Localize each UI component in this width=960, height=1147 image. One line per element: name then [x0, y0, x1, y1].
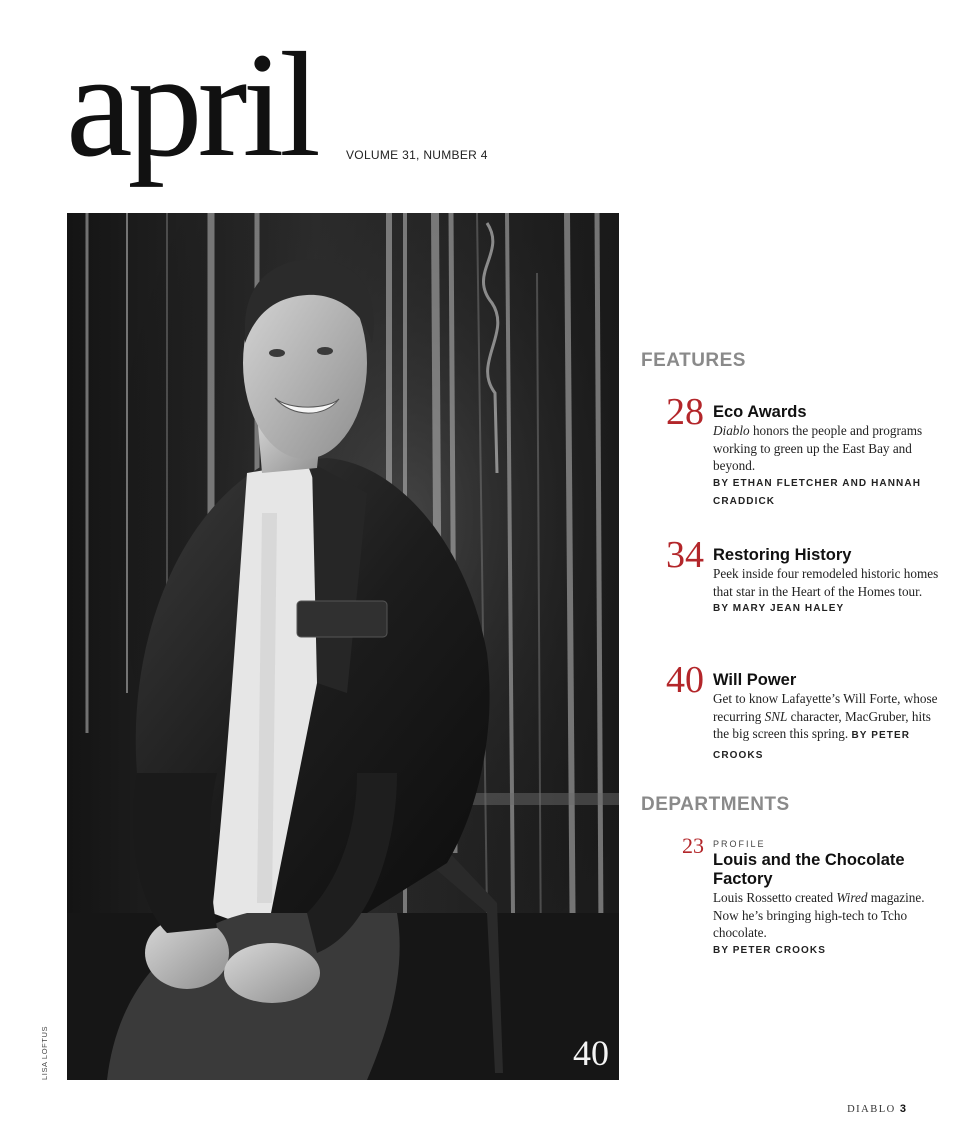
feature-byline: BY MARY JEAN HALEY	[713, 603, 845, 614]
feature-byline: BY ETHAN FLETCHER AND HANNAH CRADDICK	[713, 477, 922, 507]
publication-name: DIABLO	[847, 1104, 896, 1115]
feature-description: Get to know Lafayette’s Will Forte, whose recurring SNL character, MacGruber, hits the big screen this spring. BY PETER CROOKS	[713, 691, 938, 761]
department-page-number: 23	[682, 833, 704, 858]
features-heading: FEATURES	[641, 350, 746, 371]
photo-page-number: 40	[573, 1033, 609, 1073]
feature-page-number: 40	[666, 659, 704, 701]
department-kicker: PROFILE	[713, 839, 766, 849]
department-byline: BY PETER CROOKS	[713, 944, 826, 956]
page-footer	[847, 1103, 906, 1115]
departments-heading: DEPARTMENTS	[641, 794, 790, 815]
feature-page-number: 28	[666, 391, 704, 433]
portrait-illustration	[67, 213, 619, 1080]
department-title[interactable]: Louis and the Chocolate Factory	[713, 851, 905, 888]
folio-page-number: 3	[899, 1103, 906, 1115]
feature-page-number: 34	[666, 534, 704, 576]
feature-byline: BY PETER CROOKS	[713, 730, 911, 761]
cover-photo	[67, 213, 619, 1080]
feature-description: Diablo honors the people and programs working to green up the East Bay and beyond.	[713, 423, 923, 473]
feature-description: Peek inside four remodeled historic homes that star in the Heart of the Homes tour.	[713, 566, 939, 599]
feature-title[interactable]: Will Power	[713, 671, 797, 689]
volume-number: VOLUME 31, NUMBER 4	[346, 148, 488, 162]
feature-title[interactable]: Restoring History	[713, 546, 852, 564]
month-title: april	[66, 22, 316, 188]
photo-credit: LISA LOFTUS	[40, 1025, 49, 1080]
department-description: Louis Rossetto created Wired magazine. Now he’s bringing high-tech to Tcho chocolate.	[713, 890, 925, 940]
feature-title[interactable]: Eco Awards	[713, 403, 807, 421]
